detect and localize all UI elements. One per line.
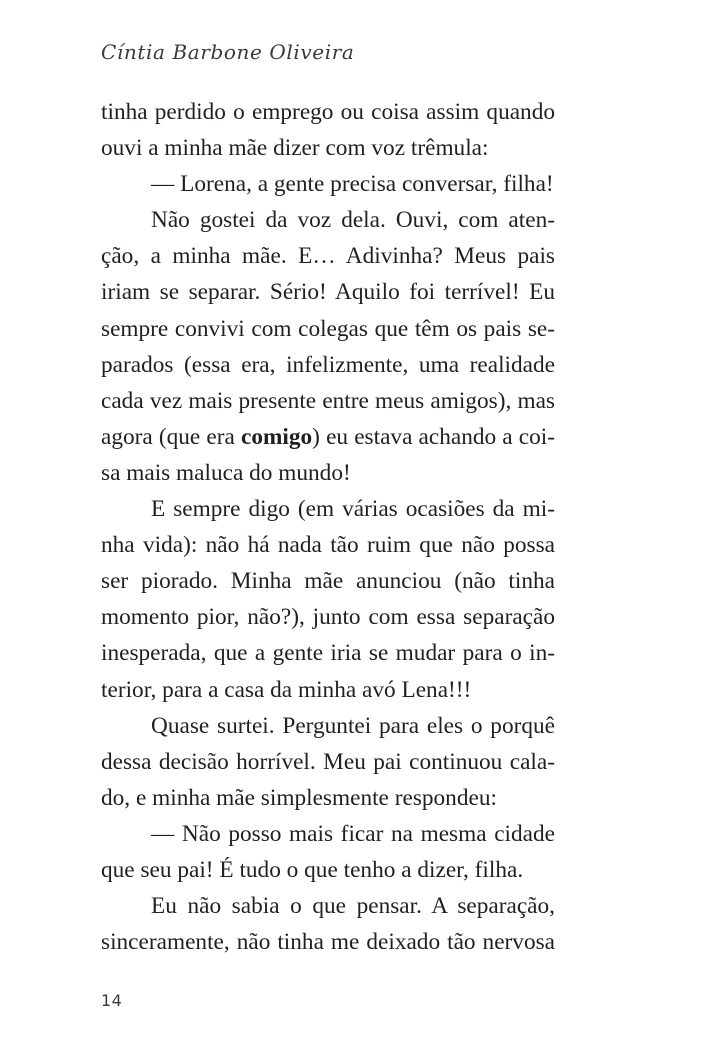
text-line: momento pior, não?), junto com essa separação bbox=[101, 604, 555, 631]
text-line: iriam se separar. Sério! Aquilo foi terrível! Eu bbox=[101, 279, 555, 306]
emphasized-word: comigo bbox=[241, 423, 313, 450]
text-line: E sempre digo (em várias ocasiões da mi- bbox=[151, 496, 555, 523]
text-line: ouvi a minha mãe dizer com voz trêmula: bbox=[101, 135, 489, 162]
text-line: Quase surtei. Perguntei para eles o porquê bbox=[151, 712, 555, 739]
text-segment: agora (que era bbox=[101, 423, 241, 450]
text-line: que seu pai! É tudo o que tenho a dizer, filha. bbox=[101, 856, 524, 883]
text-line: sa mais maluca do mundo! bbox=[101, 459, 351, 486]
text-line: dessa decisão horrível. Meu pai continuou cala- bbox=[101, 748, 555, 775]
text-line: tinha perdido o emprego ou coisa assim quando bbox=[101, 99, 555, 125]
text-line: inesperada, que a gente iria se mudar para o in- bbox=[101, 640, 555, 667]
text-line: sinceramente, não tinha me deixado tão nervosa bbox=[101, 929, 555, 956]
text-line: — Lorena, a gente precisa conversar, filha! bbox=[151, 171, 554, 198]
text-line: terior, para a casa da minha avó Lena!!! bbox=[101, 676, 472, 703]
text-line: Não gostei da voz dela. Ouvi, com aten- bbox=[151, 207, 555, 234]
running-head-author: Cíntia Barbone Oliveira bbox=[101, 40, 355, 64]
text-line: ser piorado. Minha mãe anunciou (não tinha bbox=[101, 568, 555, 595]
body-text bbox=[101, 94, 555, 960]
text-line: do, e minha mãe simplesmente respondeu: bbox=[101, 784, 497, 811]
text-line: parados (essa era, infelizmente, uma realidade bbox=[101, 351, 555, 378]
text-line: nha vida): não há nada tão ruim que não possa bbox=[101, 532, 555, 559]
text-line: sempre convivi com colegas que têm os pais se- bbox=[101, 315, 555, 342]
text-line bbox=[101, 419, 555, 455]
page-number: 14 bbox=[101, 991, 123, 1010]
text-line: Eu não sabia o que pensar. A separação, bbox=[151, 893, 555, 920]
text-line: ção, a minha mãe. E… Adivinha? Meus pais bbox=[101, 243, 555, 270]
text-line: — Não posso mais ficar na mesma cidade bbox=[151, 820, 555, 847]
text-segment: ) eu estava achando a coi- bbox=[312, 423, 555, 450]
text-line: cada vez mais presente entre meus amigos), mas bbox=[101, 387, 555, 414]
